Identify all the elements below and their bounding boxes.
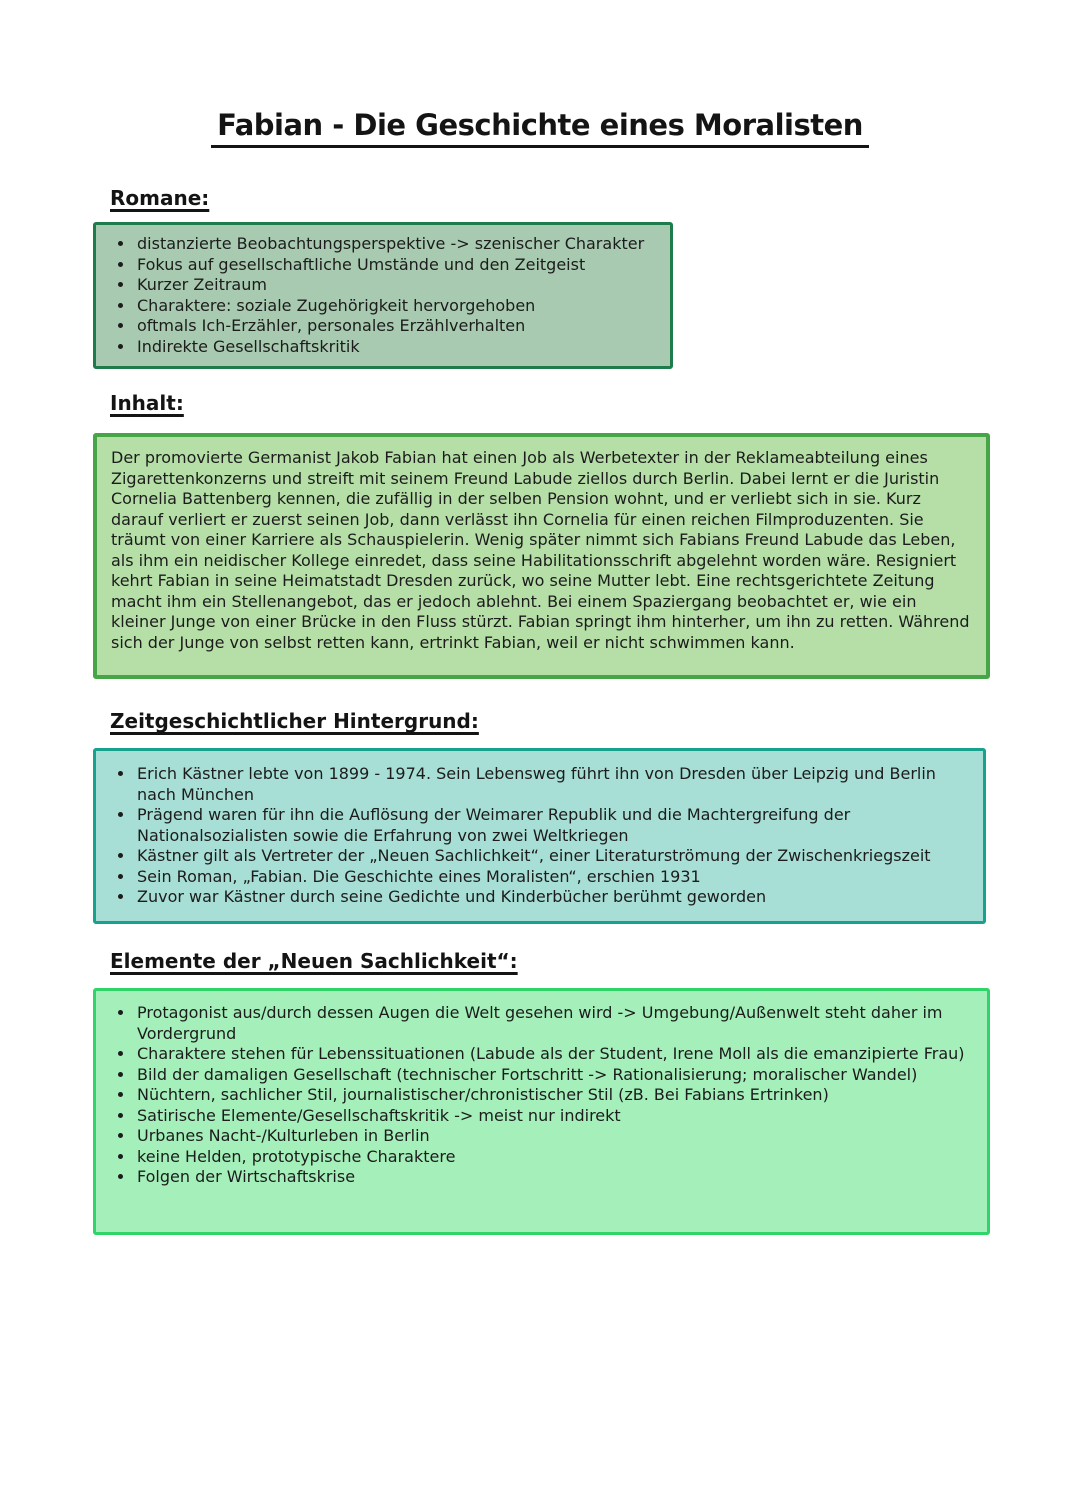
bullet-item: • oftmals Ich-Erzähler, personales Erzählverhalten: [135, 316, 656, 337]
bullet-item: • Kurzer Zeitraum: [135, 275, 656, 296]
bullet-item: • Nüchtern, sachlicher Stil, journalistischer/chronistischer Stil (zB. Bei Fabians Ertrinken): [135, 1085, 973, 1106]
bullet-item: • Urbanes Nacht-/Kulturleben in Berlin: [135, 1126, 973, 1147]
bullet-item: • Satirische Elemente/Gesellschaftskritik -> meist nur indirekt: [135, 1106, 973, 1127]
inhalt-box: [93, 433, 990, 679]
bullet-item: • Prägend waren für ihn die Auflösung der Weimarer Republik und die Machtergreifung der Nationalsozialisten sowie die Erfahrung von zwei Weltkriegen: [135, 805, 969, 846]
bullet-item: • Charaktere: soziale Zugehörigkeit hervorgehoben: [135, 296, 656, 317]
bullet-item: • Charaktere stehen für Lebenssituationen (Labude als der Student, Irene Moll als die emanzipierte Frau): [135, 1044, 973, 1065]
hintergrund-bullet-list: [110, 764, 969, 908]
bullet-item: • Bild der damaligen Gesellschaft (technischer Fortschritt -> Rationalisierung; moralischer Wandel): [135, 1065, 973, 1086]
section-heading-romane: Romane:: [110, 186, 210, 210]
section-heading-inhalt: Inhalt:: [110, 391, 184, 415]
bullet-item: • distanzierte Beobachtungsperspektive -> szenischer Charakter: [135, 234, 656, 255]
elemente-bullet-list: [110, 1003, 973, 1188]
bullet-item: • Indirekte Gesellschaftskritik: [135, 337, 656, 358]
section-heading-elemente: Elemente der „Neuen Sachlichkeit“:: [110, 949, 518, 973]
romane-box: [93, 222, 673, 369]
bullet-item: • Sein Roman, „Fabian. Die Geschichte eines Moralisten“, erschien 1931: [135, 867, 969, 888]
inhalt-paragraph: Der promovierte Germanist Jakob Fabian hat einen Job als Werbetexter in der Reklameabteilung eines Zigarettenkonzerns und streift mit seinem Freund Labude ziellos durch Berlin. Dabei lernt er die Juristin Cornelia Battenberg kennen, die zufällig in der selben Pension wohnt, und er verliebt sich in sie. Kurz darauf verliert er zuerst seinen Job, dann verlässt ihn Cornelia für einen reichen Filmproduzenten. Sie träumt von einer Karriere als Schauspielerin. Wenig später nimmt sich Fabians Freund Labude das Leben, als ihm ein neidischer Kollege einredet, dass seine Habilitationsschrift abgelehnt worden wäre. Resigniert kehrt Fabian in seine Heimatstadt Dresden zurück, wo seine Mutter lebt. Eine rechtsgerichtete Zeitung macht ihm ein Stellenangebot, das er jedoch ablehnt. Bei einem Spaziergang beobachtet er, wie ein kleiner Junge von einer Brücke in den Fluss stürzt. Fabian springt ihm hinterher, um ihn zu retten. Während sich der Junge von selbst retten kann, ertrinkt Fabian, weil er nicht schwimmen kann.: [111, 448, 970, 652]
page-title: Fabian - Die Geschichte eines Moralisten: [211, 108, 869, 148]
bullet-item: • Fokus auf gesellschaftliche Umstände und den Zeitgeist: [135, 255, 656, 276]
bullet-item: • Folgen der Wirtschaftskrise: [135, 1167, 973, 1188]
bullet-item: • keine Helden, prototypische Charaktere: [135, 1147, 973, 1168]
bullet-item: • Erich Kästner lebte von 1899 - 1974. Sein Lebensweg führt ihn von Dresden über Leipzig und Berlin nach München: [135, 764, 969, 805]
elemente-box: [93, 988, 990, 1235]
title-row: [0, 108, 1080, 148]
hintergrund-box: [93, 748, 986, 924]
romane-bullet-list: [110, 234, 656, 357]
bullet-item: • Kästner gilt als Vertreter der „Neuen Sachlichkeit“, einer Literaturströmung der Zwischenkriegszeit: [135, 846, 969, 867]
bullet-item: • Protagonist aus/durch dessen Augen die Welt gesehen wird -> Umgebung/Außenwelt steht daher im Vordergrund: [135, 1003, 973, 1044]
bullet-item: • Zuvor war Kästner durch seine Gedichte und Kinderbücher berühmt geworden: [135, 887, 969, 908]
section-heading-hintergrund: Zeitgeschichtlicher Hintergrund:: [110, 709, 479, 733]
